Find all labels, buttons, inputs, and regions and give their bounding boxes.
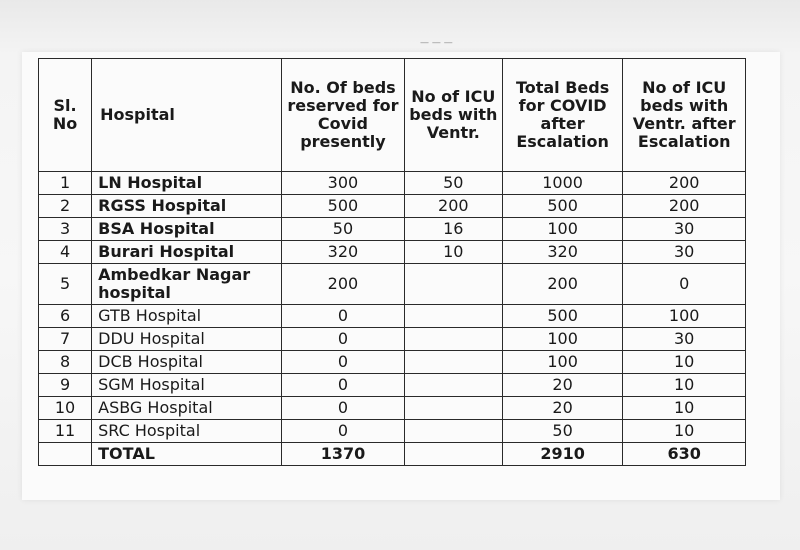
total-beds-cell: 500	[502, 305, 623, 328]
table-row	[39, 241, 746, 264]
icu-after-cell: 30	[623, 218, 746, 241]
hospital-name-cell: LN Hospital	[92, 172, 282, 195]
sl-no-cell: 2	[39, 195, 92, 218]
beds-reserved-cell: 0	[282, 397, 405, 420]
total-beds-cell: 320	[502, 241, 623, 264]
icu-beds-cell	[404, 351, 502, 374]
hospital-name-cell: Ambedkar Nagar hospital	[92, 264, 282, 305]
sl-no-cell: 9	[39, 374, 92, 397]
hospital-name-cell: Burari Hospital	[92, 241, 282, 264]
header-beds-reserved: No. Of beds reserved for Covid presently	[282, 59, 405, 172]
table-row	[39, 397, 746, 420]
beds-reserved-cell: 0	[282, 420, 405, 443]
header-total-beds-after: Total Beds for COVID after Escalation	[502, 59, 623, 172]
icu-after-cell: 10	[623, 420, 746, 443]
total-beds-cell: 100	[502, 218, 623, 241]
icu-beds-cell	[404, 420, 502, 443]
table-row	[39, 264, 746, 305]
sl-no-cell: 4	[39, 241, 92, 264]
icu-beds-cell: 200	[404, 195, 502, 218]
icu-after-cell: 10	[623, 397, 746, 420]
total-beds-cell: 20	[502, 397, 623, 420]
total-label-cell: TOTAL	[92, 443, 282, 466]
beds-reserved-cell: 500	[282, 195, 405, 218]
icu-after-cell: 200	[623, 172, 746, 195]
total-beds-cell: 1000	[502, 172, 623, 195]
icu-beds-cell: 16	[404, 218, 502, 241]
sl-no-cell: 10	[39, 397, 92, 420]
sl-no-cell: 7	[39, 328, 92, 351]
cropped-page-mark: — — —	[420, 40, 453, 46]
table-row	[39, 218, 746, 241]
sl-no-cell: 5	[39, 264, 92, 305]
header-icu-after: No of ICU beds with Ventr. after Escalation	[623, 59, 746, 172]
total-beds-cell: 100	[502, 328, 623, 351]
icu-after-cell: 0	[623, 264, 746, 305]
icu-beds-cell	[404, 328, 502, 351]
hospital-name-cell: DCB Hospital	[92, 351, 282, 374]
beds-reserved-cell: 0	[282, 305, 405, 328]
table-row	[39, 420, 746, 443]
icu-beds-cell	[404, 264, 502, 305]
icu-after-cell: 200	[623, 195, 746, 218]
total-icu-after-cell: 630	[623, 443, 746, 466]
icu-after-cell: 10	[623, 351, 746, 374]
table-row	[39, 172, 746, 195]
total-sl-cell	[39, 443, 92, 466]
header-sl-no: Sl. No	[39, 59, 92, 172]
total-row	[39, 443, 746, 466]
total-beds-cell: 500	[502, 195, 623, 218]
table-row	[39, 374, 746, 397]
total-beds-cell: 100	[502, 351, 623, 374]
table-row	[39, 328, 746, 351]
header-row	[39, 59, 746, 172]
hospital-name-cell: ASBG Hospital	[92, 397, 282, 420]
icu-beds-cell	[404, 397, 502, 420]
sl-no-cell: 11	[39, 420, 92, 443]
beds-reserved-cell: 200	[282, 264, 405, 305]
total-beds-cell: 200	[502, 264, 623, 305]
total-reserved-cell: 1370	[282, 443, 405, 466]
hospital-name-cell: GTB Hospital	[92, 305, 282, 328]
sl-no-cell: 8	[39, 351, 92, 374]
hospital-name-cell: SRC Hospital	[92, 420, 282, 443]
beds-reserved-cell: 0	[282, 374, 405, 397]
icu-beds-cell	[404, 374, 502, 397]
hospital-name-cell: BSA Hospital	[92, 218, 282, 241]
icu-after-cell: 100	[623, 305, 746, 328]
hospital-beds-table	[38, 58, 746, 466]
hospital-name-cell: SGM Hospital	[92, 374, 282, 397]
total-icu-cell	[404, 443, 502, 466]
total-beds-cell: 2910	[502, 443, 623, 466]
icu-beds-cell	[404, 305, 502, 328]
total-beds-cell: 50	[502, 420, 623, 443]
hospital-name-cell: DDU Hospital	[92, 328, 282, 351]
beds-reserved-cell: 0	[282, 351, 405, 374]
sl-no-cell: 1	[39, 172, 92, 195]
beds-reserved-cell: 0	[282, 328, 405, 351]
table-row	[39, 351, 746, 374]
beds-reserved-cell: 300	[282, 172, 405, 195]
header-icu-beds: No of ICU beds with Ventr.	[404, 59, 502, 172]
beds-reserved-cell: 320	[282, 241, 405, 264]
hospital-name-cell: RGSS Hospital	[92, 195, 282, 218]
icu-after-cell: 30	[623, 241, 746, 264]
sl-no-cell: 3	[39, 218, 92, 241]
beds-reserved-cell: 50	[282, 218, 405, 241]
icu-after-cell: 30	[623, 328, 746, 351]
header-hospital: Hospital	[92, 59, 282, 172]
table-row	[39, 305, 746, 328]
sl-no-cell: 6	[39, 305, 92, 328]
table-row	[39, 195, 746, 218]
icu-beds-cell: 50	[404, 172, 502, 195]
icu-after-cell: 10	[623, 374, 746, 397]
total-beds-cell: 20	[502, 374, 623, 397]
icu-beds-cell: 10	[404, 241, 502, 264]
